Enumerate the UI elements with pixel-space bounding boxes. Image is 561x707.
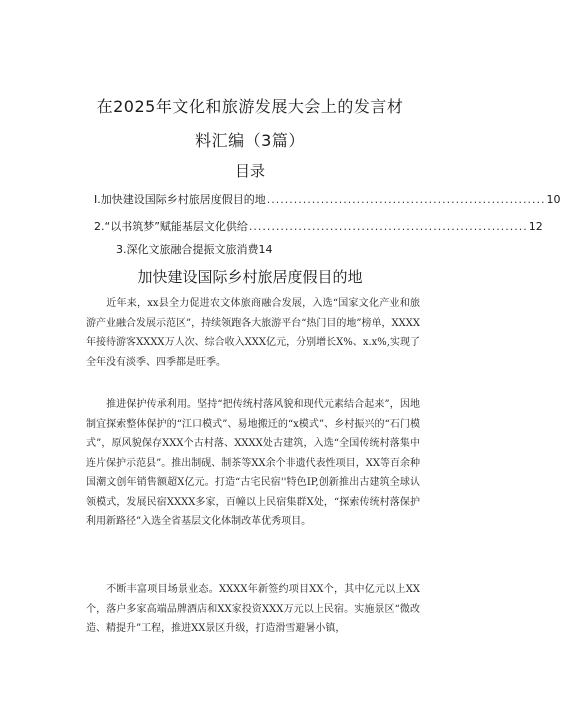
body-paragraph-3 (86, 580, 420, 639)
document-title-line-1: 在2025年文化和旅游发展大会上的发言材 (96, 97, 404, 116)
body-paragraph-1 (86, 294, 420, 372)
paragraph-text: 不断丰富项目场景业态。XXXX年新签约项目XX个，其中亿元以上XX个，落户多家高端品牌酒店和XX家投资XXX万元以上民宿。实施景区“微改造、精提升”工程，推进XX景区升级，打造滑雪避暑小镇， (86, 584, 420, 634)
toc-entry-3[interactable]: 3.深化文旅融合提振文旅消费14 (116, 243, 273, 256)
toc-entry-2[interactable] (94, 218, 543, 236)
paragraph-text: 推进保护传承利用。坚持“把传统村落风貌和现代元素结合起来”，因地制宜探索整体保护的“江口模式”、易地搬迁的“x模式”、乡村振兴的“石门模式”，原风貌保存XXX个古村落、XXXX处古建筑，入选“全国传统村落集中连片保护示范县”。推出制砚、制茶等XX余个非遗代表性项目，XX等百余种国潮文创年销售额超X亿元。打造“古宅民宿''特色IP,创新推出古建筑全球认领模式，发展民宿XXXX多家，百幢以上民宿集群X处，“探索传统村落保护利用新路径”入选全省基层文化体制改革优秀项目。 (86, 399, 420, 527)
toc-entry-page: 10 (546, 193, 561, 206)
paragraph-text: 近年来，xx县全力促进农文体旅商融合发展，入选“国家文化产业和旅游产业融合发展示范区”，持续领跑各大旅游平台“热门目的地”榜单，XXXX年接待游客XXXX万人次、综合收入XXX亿元，分别增长X%、x.x%,实现了全年没有淡季、四季都是旺季。 (86, 298, 420, 368)
toc-entry-title: 2.“以书筑梦”赋能基层文化供给 (94, 220, 248, 233)
toc-entry-title: I.加快建设国际乡村旅居度假目的地 (94, 193, 266, 206)
toc-heading: 目录 (234, 162, 265, 180)
body-paragraph-2 (86, 395, 420, 532)
toc-entry-page: 12 (528, 220, 543, 233)
toc-entry-1[interactable] (94, 191, 561, 209)
toc-leader-dots: .............................................................. (248, 220, 528, 233)
document-title-line-2: 料汇编（3篇） (195, 131, 305, 150)
section-title: 加快建设国际乡村旅居度假目的地 (137, 268, 363, 286)
toc-leader-dots: .............................................................. (266, 193, 546, 206)
